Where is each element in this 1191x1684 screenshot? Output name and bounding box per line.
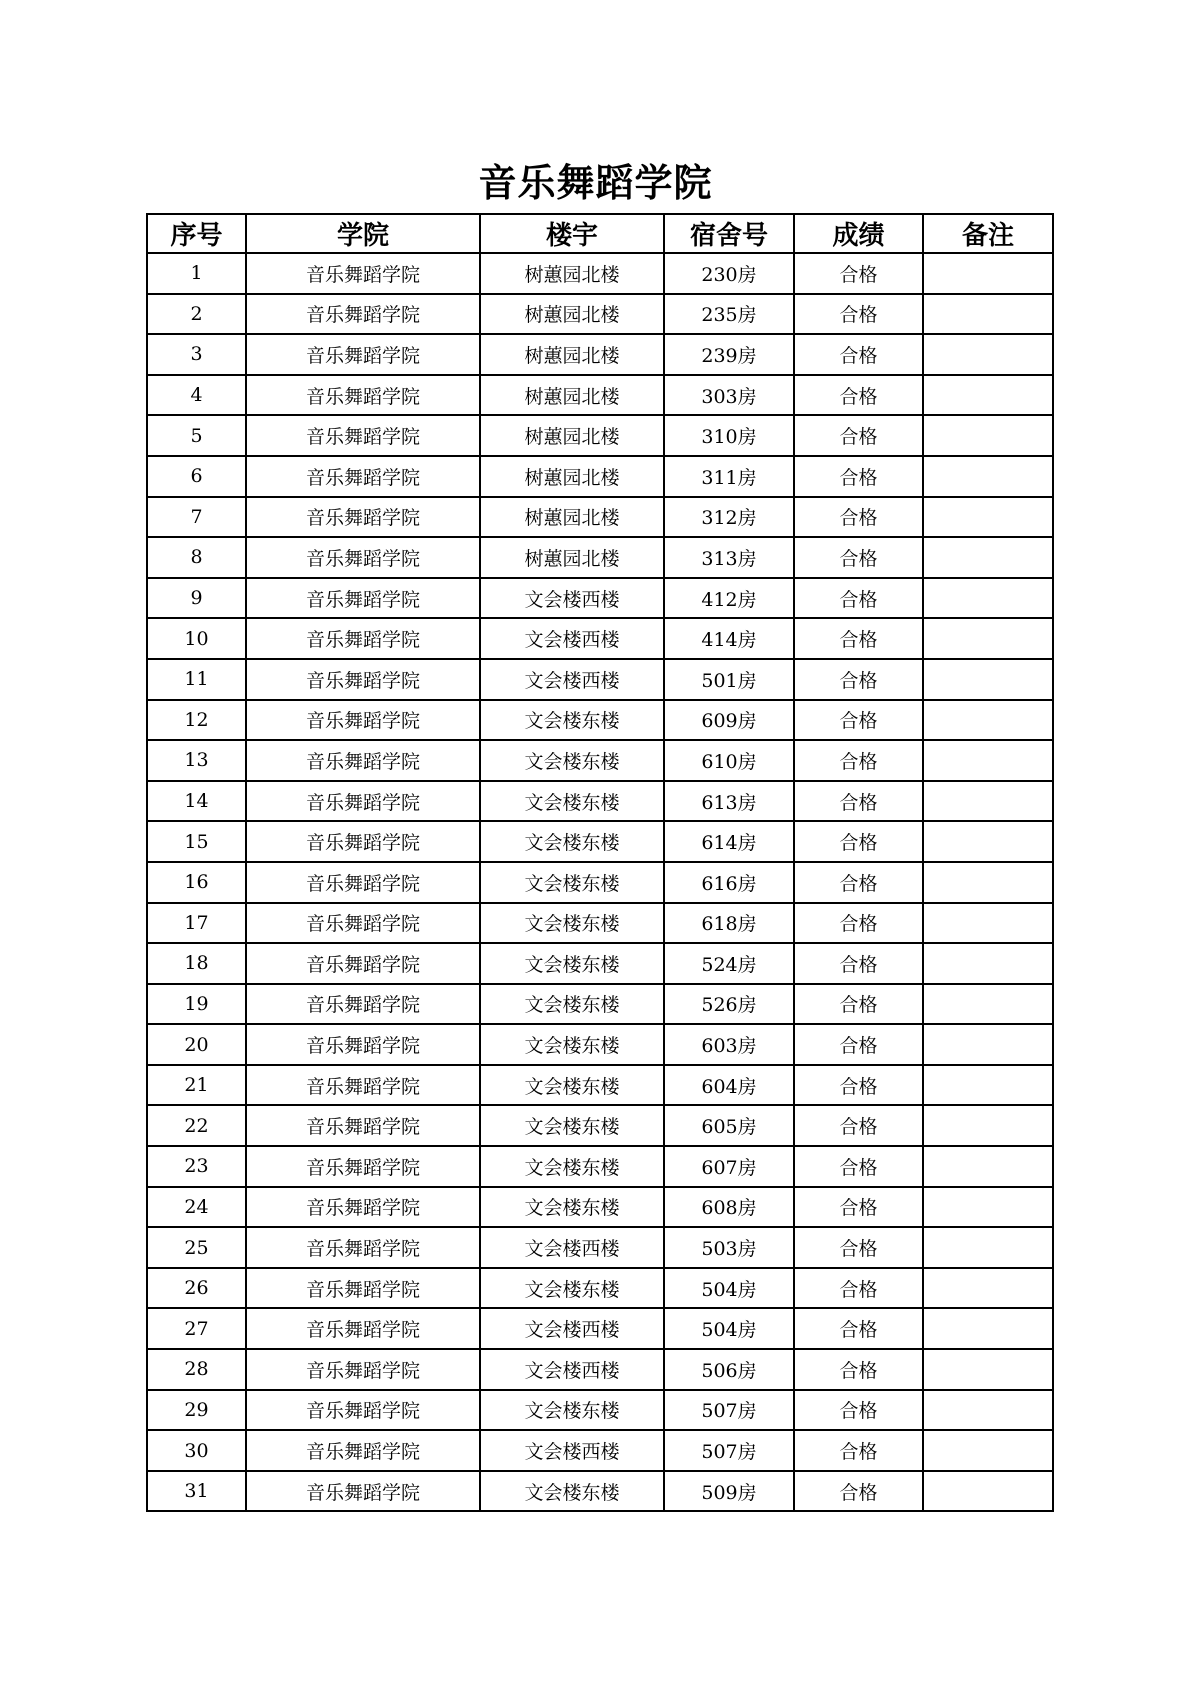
cell-college: 音乐舞蹈学院 [246, 1471, 480, 1512]
cell-building: 文会楼东楼 [480, 1187, 664, 1228]
cell-college: 音乐舞蹈学院 [246, 456, 480, 497]
cell-building: 文会楼西楼 [480, 659, 664, 700]
cell-room: 613房 [664, 781, 794, 822]
cell-index: 20 [147, 1024, 246, 1065]
cell-college: 音乐舞蹈学院 [246, 659, 480, 700]
cell-remarks [923, 659, 1053, 700]
cell-room: 313房 [664, 537, 794, 578]
table-row [147, 1268, 1053, 1309]
cell-college: 音乐舞蹈学院 [246, 1227, 480, 1268]
cell-college: 音乐舞蹈学院 [246, 700, 480, 741]
cell-result: 合格 [794, 984, 923, 1025]
cell-room: 506房 [664, 1349, 794, 1390]
header-building: 楼宇 [480, 214, 664, 253]
cell-result: 合格 [794, 1349, 923, 1390]
table-row [147, 294, 1053, 335]
cell-room: 608房 [664, 1187, 794, 1228]
cell-remarks [923, 253, 1053, 294]
cell-remarks [923, 618, 1053, 659]
cell-result: 合格 [794, 578, 923, 619]
cell-result: 合格 [794, 862, 923, 903]
header-remarks: 备注 [923, 214, 1053, 253]
cell-index: 8 [147, 537, 246, 578]
cell-index: 22 [147, 1105, 246, 1146]
cell-result: 合格 [794, 456, 923, 497]
cell-building: 文会楼东楼 [480, 1105, 664, 1146]
cell-result: 合格 [794, 1471, 923, 1512]
cell-building: 文会楼东楼 [480, 862, 664, 903]
cell-index: 27 [147, 1308, 246, 1349]
cell-result: 合格 [794, 943, 923, 984]
cell-remarks [923, 456, 1053, 497]
cell-room: 509房 [664, 1471, 794, 1512]
table-row [147, 821, 1053, 862]
cell-remarks [923, 1024, 1053, 1065]
cell-room: 609房 [664, 700, 794, 741]
cell-index: 7 [147, 497, 246, 538]
cell-room: 504房 [664, 1268, 794, 1309]
table-row [147, 375, 1053, 416]
table-row [147, 862, 1053, 903]
cell-building: 文会楼东楼 [480, 821, 664, 862]
cell-remarks [923, 497, 1053, 538]
cell-college: 音乐舞蹈学院 [246, 1268, 480, 1309]
cell-remarks [923, 1390, 1053, 1431]
table-row [147, 618, 1053, 659]
page-title: 音乐舞蹈学院 [478, 161, 713, 205]
table-row [147, 1227, 1053, 1268]
cell-index: 24 [147, 1187, 246, 1228]
cell-building: 文会楼东楼 [480, 943, 664, 984]
cell-remarks [923, 1471, 1053, 1512]
table-row [147, 903, 1053, 944]
cell-building: 树蕙园北楼 [480, 456, 664, 497]
cell-college: 音乐舞蹈学院 [246, 740, 480, 781]
cell-building: 文会楼西楼 [480, 1308, 664, 1349]
cell-college: 音乐舞蹈学院 [246, 943, 480, 984]
cell-building: 文会楼东楼 [480, 700, 664, 741]
cell-college: 音乐舞蹈学院 [246, 1390, 480, 1431]
table-row [147, 1105, 1053, 1146]
cell-remarks [923, 984, 1053, 1025]
cell-room: 605房 [664, 1105, 794, 1146]
table-row [147, 497, 1053, 538]
cell-result: 合格 [794, 618, 923, 659]
table-row [147, 456, 1053, 497]
cell-room: 235房 [664, 294, 794, 335]
cell-result: 合格 [794, 1024, 923, 1065]
cell-building: 文会楼东楼 [480, 1024, 664, 1065]
cell-remarks [923, 781, 1053, 822]
cell-index: 10 [147, 618, 246, 659]
cell-result: 合格 [794, 659, 923, 700]
cell-index: 11 [147, 659, 246, 700]
table-row [147, 740, 1053, 781]
cell-building: 树蕙园北楼 [480, 253, 664, 294]
cell-result: 合格 [794, 1105, 923, 1146]
cell-college: 音乐舞蹈学院 [246, 578, 480, 619]
dormitory-table [146, 213, 1054, 1512]
cell-result: 合格 [794, 1430, 923, 1471]
cell-building: 文会楼东楼 [480, 1268, 664, 1309]
cell-building: 文会楼东楼 [480, 781, 664, 822]
table-row [147, 1187, 1053, 1228]
cell-room: 604房 [664, 1065, 794, 1106]
table-row [147, 1349, 1053, 1390]
table-row [147, 253, 1053, 294]
cell-room: 303房 [664, 375, 794, 416]
cell-index: 12 [147, 700, 246, 741]
cell-building: 文会楼东楼 [480, 903, 664, 944]
cell-college: 音乐舞蹈学院 [246, 1146, 480, 1187]
table-row [147, 578, 1053, 619]
cell-room: 311房 [664, 456, 794, 497]
cell-room: 603房 [664, 1024, 794, 1065]
cell-room: 239房 [664, 334, 794, 375]
cell-room: 610房 [664, 740, 794, 781]
cell-room: 501房 [664, 659, 794, 700]
cell-room: 230房 [664, 253, 794, 294]
cell-result: 合格 [794, 1268, 923, 1309]
cell-index: 3 [147, 334, 246, 375]
cell-college: 音乐舞蹈学院 [246, 1105, 480, 1146]
cell-room: 526房 [664, 984, 794, 1025]
table-body [147, 253, 1053, 1511]
cell-college: 音乐舞蹈学院 [246, 375, 480, 416]
cell-college: 音乐舞蹈学院 [246, 415, 480, 456]
cell-building: 树蕙园北楼 [480, 497, 664, 538]
cell-building: 文会楼东楼 [480, 740, 664, 781]
cell-college: 音乐舞蹈学院 [246, 618, 480, 659]
cell-remarks [923, 862, 1053, 903]
table-header [147, 214, 1053, 253]
cell-index: 13 [147, 740, 246, 781]
cell-remarks [923, 537, 1053, 578]
cell-building: 树蕙园北楼 [480, 415, 664, 456]
cell-remarks [923, 1187, 1053, 1228]
cell-index: 14 [147, 781, 246, 822]
cell-remarks [923, 334, 1053, 375]
cell-result: 合格 [794, 537, 923, 578]
cell-remarks [923, 1146, 1053, 1187]
table-row [147, 659, 1053, 700]
cell-remarks [923, 294, 1053, 335]
cell-result: 合格 [794, 1227, 923, 1268]
cell-building: 文会楼西楼 [480, 1227, 664, 1268]
cell-building: 树蕙园北楼 [480, 334, 664, 375]
cell-college: 音乐舞蹈学院 [246, 821, 480, 862]
cell-room: 503房 [664, 1227, 794, 1268]
cell-index: 31 [147, 1471, 246, 1512]
cell-building: 树蕙园北楼 [480, 294, 664, 335]
cell-college: 音乐舞蹈学院 [246, 1430, 480, 1471]
cell-college: 音乐舞蹈学院 [246, 1024, 480, 1065]
cell-index: 18 [147, 943, 246, 984]
cell-index: 1 [147, 253, 246, 294]
cell-building: 文会楼东楼 [480, 1471, 664, 1512]
cell-building: 文会楼西楼 [480, 1430, 664, 1471]
cell-result: 合格 [794, 740, 923, 781]
cell-college: 音乐舞蹈学院 [246, 497, 480, 538]
cell-index: 29 [147, 1390, 246, 1431]
cell-result: 合格 [794, 497, 923, 538]
cell-result: 合格 [794, 415, 923, 456]
cell-remarks [923, 1308, 1053, 1349]
cell-result: 合格 [794, 1065, 923, 1106]
cell-index: 5 [147, 415, 246, 456]
table-row [147, 537, 1053, 578]
cell-result: 合格 [794, 821, 923, 862]
cell-college: 音乐舞蹈学院 [246, 781, 480, 822]
table-row [147, 1390, 1053, 1431]
cell-building: 树蕙园北楼 [480, 375, 664, 416]
table-row [147, 984, 1053, 1025]
cell-remarks [923, 1430, 1053, 1471]
cell-result: 合格 [794, 1146, 923, 1187]
cell-college: 音乐舞蹈学院 [246, 294, 480, 335]
cell-college: 音乐舞蹈学院 [246, 903, 480, 944]
cell-room: 618房 [664, 903, 794, 944]
cell-index: 9 [147, 578, 246, 619]
table-row [147, 334, 1053, 375]
cell-result: 合格 [794, 1187, 923, 1228]
cell-room: 310房 [664, 415, 794, 456]
cell-remarks [923, 903, 1053, 944]
cell-index: 6 [147, 456, 246, 497]
cell-room: 614房 [664, 821, 794, 862]
table-header-row [147, 214, 1053, 253]
table-row [147, 1065, 1053, 1106]
cell-remarks [923, 1349, 1053, 1390]
cell-remarks [923, 700, 1053, 741]
cell-remarks [923, 415, 1053, 456]
cell-building: 文会楼西楼 [480, 578, 664, 619]
cell-result: 合格 [794, 334, 923, 375]
cell-index: 15 [147, 821, 246, 862]
cell-college: 音乐舞蹈学院 [246, 537, 480, 578]
cell-remarks [923, 375, 1053, 416]
header-index: 序号 [147, 214, 246, 253]
cell-index: 2 [147, 294, 246, 335]
cell-room: 507房 [664, 1430, 794, 1471]
table-row [147, 1024, 1053, 1065]
table-row [147, 1146, 1053, 1187]
cell-college: 音乐舞蹈学院 [246, 1349, 480, 1390]
cell-result: 合格 [794, 253, 923, 294]
cell-building: 文会楼西楼 [480, 1349, 664, 1390]
cell-building: 文会楼东楼 [480, 1065, 664, 1106]
cell-remarks [923, 943, 1053, 984]
cell-result: 合格 [794, 1308, 923, 1349]
cell-room: 414房 [664, 618, 794, 659]
cell-room: 412房 [664, 578, 794, 619]
cell-building: 树蕙园北楼 [480, 537, 664, 578]
cell-room: 607房 [664, 1146, 794, 1187]
cell-remarks [923, 821, 1053, 862]
header-room: 宿舍号 [664, 214, 794, 253]
cell-index: 16 [147, 862, 246, 903]
cell-result: 合格 [794, 903, 923, 944]
header-college: 学院 [246, 214, 480, 253]
cell-college: 音乐舞蹈学院 [246, 253, 480, 294]
cell-remarks [923, 1227, 1053, 1268]
cell-remarks [923, 1105, 1053, 1146]
cell-index: 19 [147, 984, 246, 1025]
cell-room: 507房 [664, 1390, 794, 1431]
cell-remarks [923, 1268, 1053, 1309]
cell-index: 21 [147, 1065, 246, 1106]
cell-college: 音乐舞蹈学院 [246, 1308, 480, 1349]
cell-result: 合格 [794, 375, 923, 416]
cell-college: 音乐舞蹈学院 [246, 334, 480, 375]
cell-index: 28 [147, 1349, 246, 1390]
table-row [147, 1471, 1053, 1512]
cell-room: 524房 [664, 943, 794, 984]
table-row [147, 1308, 1053, 1349]
cell-building: 文会楼西楼 [480, 618, 664, 659]
cell-index: 17 [147, 903, 246, 944]
cell-result: 合格 [794, 781, 923, 822]
table-row [147, 415, 1053, 456]
cell-room: 616房 [664, 862, 794, 903]
cell-room: 312房 [664, 497, 794, 538]
cell-index: 25 [147, 1227, 246, 1268]
cell-index: 30 [147, 1430, 246, 1471]
table-row [147, 781, 1053, 822]
cell-remarks [923, 1065, 1053, 1106]
cell-college: 音乐舞蹈学院 [246, 862, 480, 903]
cell-room: 504房 [664, 1308, 794, 1349]
cell-remarks [923, 578, 1053, 619]
cell-college: 音乐舞蹈学院 [246, 1187, 480, 1228]
cell-building: 文会楼东楼 [480, 984, 664, 1025]
cell-index: 4 [147, 375, 246, 416]
cell-college: 音乐舞蹈学院 [246, 984, 480, 1025]
table-row [147, 700, 1053, 741]
cell-remarks [923, 740, 1053, 781]
cell-result: 合格 [794, 1390, 923, 1431]
header-result: 成绩 [794, 214, 923, 253]
cell-index: 26 [147, 1268, 246, 1309]
table-row [147, 943, 1053, 984]
cell-result: 合格 [794, 294, 923, 335]
cell-result: 合格 [794, 700, 923, 741]
cell-college: 音乐舞蹈学院 [246, 1065, 480, 1106]
cell-building: 文会楼东楼 [480, 1146, 664, 1187]
cell-building: 文会楼东楼 [480, 1390, 664, 1431]
cell-index: 23 [147, 1146, 246, 1187]
table-row [147, 1430, 1053, 1471]
